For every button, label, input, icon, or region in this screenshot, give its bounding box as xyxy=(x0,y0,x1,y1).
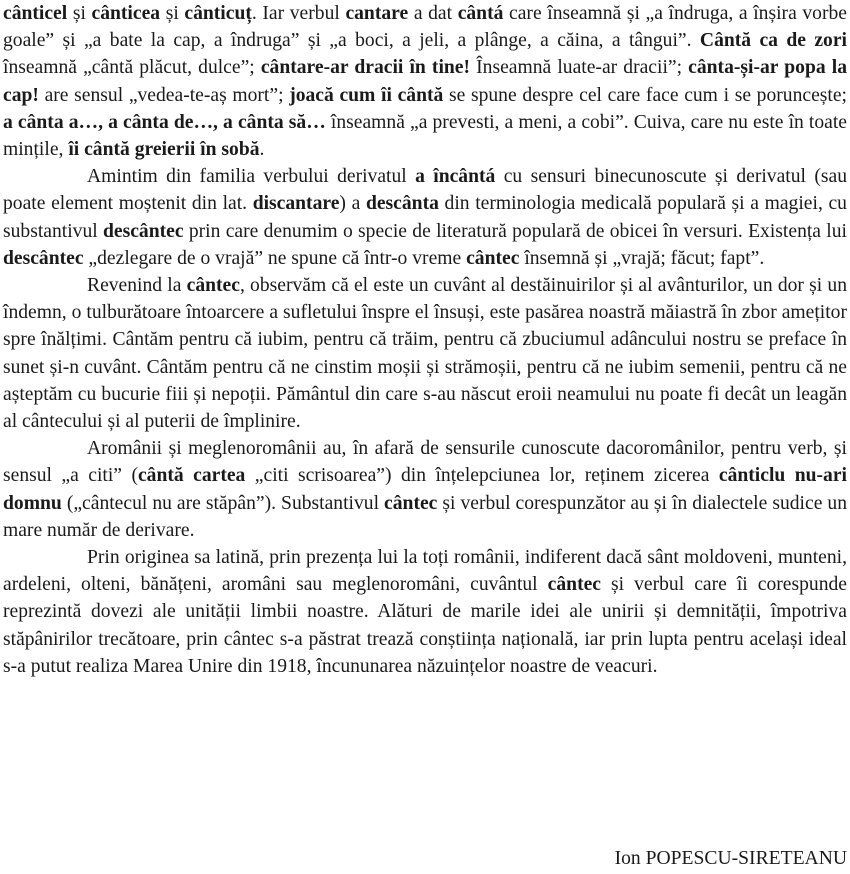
article-body xyxy=(3,0,847,680)
text-run: „dezlegare de o vrajă” ne spune că într-o vreme xyxy=(83,247,467,269)
bold-term: cânticel xyxy=(3,3,68,24)
bold-term: a încântá xyxy=(415,166,496,188)
text-run: și xyxy=(160,3,185,24)
bold-term: cantare xyxy=(345,3,409,24)
text-run: înseamnă „cântă plăcut, dulce”; xyxy=(3,57,261,79)
bold-term: cântec xyxy=(466,247,520,269)
text-run: Aromânii și meglenoromânii au, în afară de sensurile cunoscute dacoromânilor, pentru verb, și sensul „a citi” ( xyxy=(3,438,847,487)
text-run: și verbul corespunzător au și în dialectele sudice un mare număr de derivare. xyxy=(3,492,847,541)
paragraph xyxy=(3,163,847,272)
text-run: înseamnă „a prevesti, a meni, a cobi”. Cuiva, care nu este în toate mințile, xyxy=(3,111,848,161)
bold-term: joacă cum îi cântă xyxy=(289,84,444,106)
bold-term: a cânta a…, a cânta de…, a cânta să… xyxy=(3,111,326,133)
bold-term: descântec xyxy=(103,220,184,242)
text-run: . xyxy=(259,139,265,161)
text-run: prin care denumim o specie de literatură populară de obicei în versuri. Existența lui xyxy=(183,220,847,242)
bold-term: descânta xyxy=(365,193,439,215)
bold-term: Cântă ca de zori xyxy=(699,30,847,52)
text-run: Amintim din familia verbului derivatul xyxy=(87,166,416,188)
bold-term: discantare xyxy=(252,193,340,215)
text-run: , observăm că el este un cuvânt al destăinuirilor și al avânturilor, un dor și un îndemn, o tulburătoare întoarcere a sufletului înspre el însuși, este pasărea noastră măiastră în zbor amețitor spre înălțimi. Cântăm pentru că iubim, pentru că trăim, pentru că zbuciumul adâncului nostru se preface în sunet și-n cuvânt. Cântăm pentru că ne cinstim moșii și strămoșii, pentru că ne iubim semenii, pentru că ne așteptăm cu bucurie fiii și nepoții. Pământul din care s-au născut eroii neamului nu poate fi decât un leagăn al cântecului și al puterii de împlinire. xyxy=(3,275,847,433)
text-run: și verbul care îi corespunde reprezintă dovezi ale unității limbii noastre. Alături de marile idei ale unirii și demnității, împotriva stăpânirilor trecătoare, prin cântec s-a păstrat trează conștiința națională, iar prin lupta pentru același ideal s-a putut realiza Marea Unire din 1918, încununarea năzuințelor noastre de veacuri. xyxy=(3,574,847,677)
bold-term: cântá xyxy=(457,3,504,24)
text-run: . Iar verbul xyxy=(251,3,346,24)
paragraph xyxy=(3,544,847,680)
bold-term: cântare-ar dracii în tine! xyxy=(260,57,471,79)
text-run: care înseamnă și „a îndruga, a înșira vorbe goale” și „a bate la cap, a îndruga” și „a boci, a jeli, a plânge, a căina, a tângui”. xyxy=(3,3,847,52)
text-run: însemnă și „vrajă; făcut; fapt”. xyxy=(519,247,765,269)
bold-term: cântă cartea xyxy=(137,465,246,487)
bold-term: cânticea xyxy=(91,3,161,24)
bold-term: cântec xyxy=(384,492,438,514)
text-run: are sensul „vedea-te-aș mort”; xyxy=(38,84,290,106)
text-run: „citi scrisoarea”) din înțelepciunea lor, reținem zicerea xyxy=(245,465,719,487)
paragraph xyxy=(3,435,847,544)
text-run: ) a xyxy=(339,193,366,215)
text-run: se spune despre cel care face cum i se poruncește; xyxy=(443,84,847,106)
text-run: Înseamnă luate-ar dracii”; xyxy=(470,57,689,79)
text-run: Revenind la xyxy=(87,275,187,297)
author-signature: Ion POPESCU-SIRETEANU xyxy=(614,848,847,869)
bold-term: îi cântă greierii în sobă xyxy=(68,139,260,161)
bold-term: cântec xyxy=(186,275,240,297)
text-run: din terminologia medicală populară și a magiei, cu substantivul xyxy=(3,193,847,242)
bold-term: descântec xyxy=(3,247,84,269)
bold-term: cântec xyxy=(547,574,601,596)
paragraph xyxy=(3,272,847,435)
text-run: a dat xyxy=(408,3,458,24)
bold-term: cânta-și-ar popa la cap! xyxy=(3,57,847,106)
bold-term: cânticlu nu-ari domnu xyxy=(3,465,847,514)
paragraph xyxy=(3,0,847,163)
text-run: Prin originea sa latină, prin prezența lui la toți românii, indiferent dacă sânt moldoveni, munteni, ardeleni, olteni, bănățeni, aromâni sau meglenoromâni, cuvântul xyxy=(3,547,847,596)
text-run: („cântecul nu are stăpân”). Substantivul xyxy=(61,492,385,514)
text-run: și xyxy=(67,3,92,24)
bold-term: cânticuț xyxy=(184,3,252,24)
text-run: cu sensuri binecunoscute și derivatul (sau poate element moștenit din lat. xyxy=(3,166,848,215)
